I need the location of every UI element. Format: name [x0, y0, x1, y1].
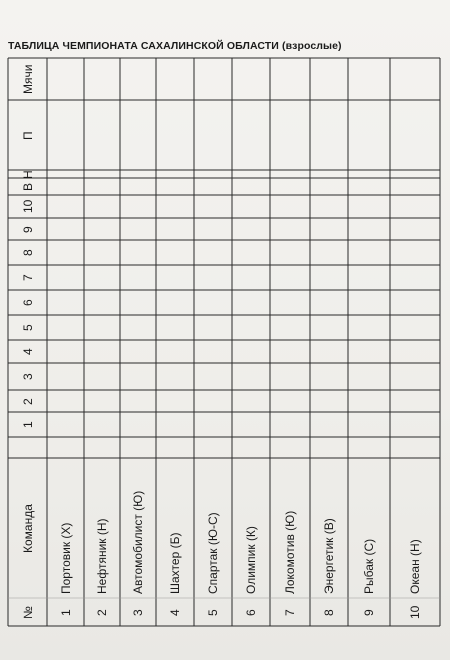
table-title: ТАБЛИЦА ЧЕМПИОНАТА САХАЛИНСКОЙ ОБЛАСТИ (взрослые): [8, 40, 342, 52]
team-name: Рыбак (С): [362, 538, 376, 594]
header-team: Команда: [20, 503, 35, 553]
row-number: 7: [283, 608, 297, 616]
header-losses: П: [20, 130, 35, 140]
team-name: Портовик (Х): [58, 522, 73, 594]
team-name: Олимпик (К): [244, 526, 258, 594]
header-wins: В: [20, 182, 35, 191]
team-name: Нефтяник (Н): [95, 518, 109, 594]
row-number: 8: [322, 608, 336, 616]
header-round-6: 6: [20, 299, 35, 306]
team-name: Океан (Н): [408, 539, 422, 594]
team-name: Спартак (Ю-С): [206, 512, 220, 594]
header-draws: Н: [20, 169, 35, 179]
header-round-1: 1: [20, 421, 35, 428]
header-round-2: 2: [20, 397, 35, 405]
row-number: 2: [95, 608, 109, 616]
team-name: Локомотив (Ю): [283, 510, 297, 594]
team-name: Автомобилист (Ю): [131, 490, 145, 594]
row-number: 1: [58, 608, 73, 616]
team-name: Шахтер (Б): [168, 532, 182, 594]
row-number: 3: [131, 608, 145, 616]
team-name: Энергетик (В): [322, 518, 336, 594]
header-round-4: 4: [20, 348, 35, 355]
header-round-7: 7: [20, 274, 35, 281]
row-number: 5: [206, 608, 220, 616]
row-number: 4: [168, 608, 182, 616]
header-round-5: 5: [20, 324, 35, 331]
header-number: №: [20, 605, 35, 619]
header-round-3: 3: [20, 373, 35, 380]
row-number: 6: [244, 608, 258, 616]
header-round-10: 10: [20, 199, 35, 213]
header-round-9: 9: [20, 225, 35, 233]
row-number: 10: [408, 605, 422, 619]
header-round-8: 8: [20, 249, 35, 256]
row-number: 9: [362, 608, 376, 616]
header-goals: Мячи: [20, 64, 35, 94]
